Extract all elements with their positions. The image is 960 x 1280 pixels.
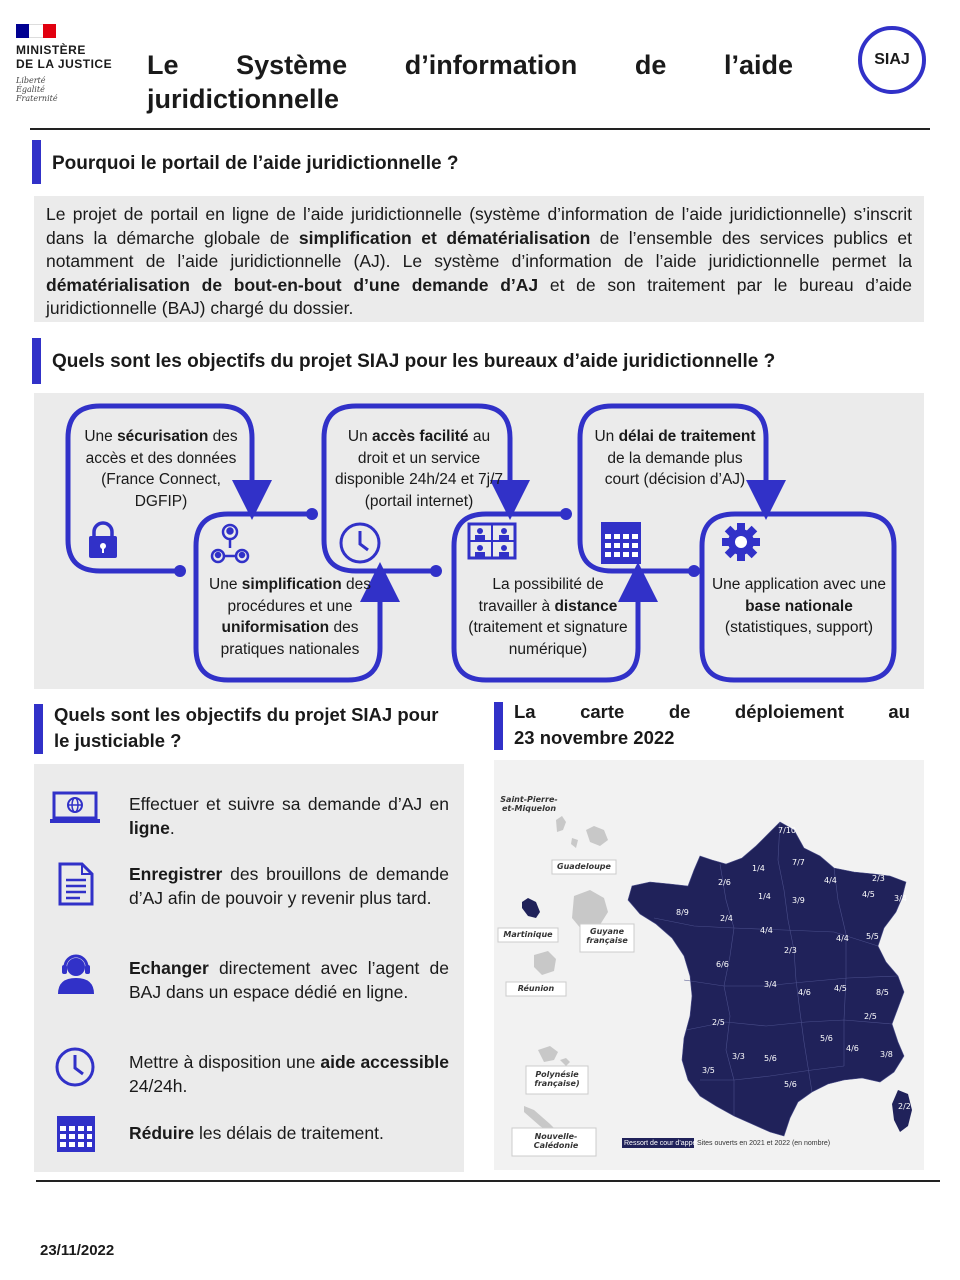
map-label-guadeloupe: Guadeloupe — [557, 862, 611, 871]
map-count: 2/6 — [718, 878, 731, 887]
map-count: 3/4 — [894, 894, 907, 903]
map-count: 7/7 — [792, 858, 805, 867]
map-count: 3/9 — [792, 896, 805, 905]
map-count: 1/4 — [758, 892, 771, 901]
section-marker — [34, 704, 43, 754]
users-network-icon — [212, 525, 248, 562]
map-count: 5/6 — [820, 1034, 833, 1043]
objective-remote-work: La possibilité de travailler à distance (traitement et signature numérique) — [468, 576, 628, 658]
map-legend-court: Ressort de cour d’appel — [624, 1140, 698, 1147]
map-count: 5/6 — [784, 1080, 797, 1089]
objective-security: Une sécurisation des accès et des données (France Connect, DGFIP) — [84, 428, 238, 510]
clock-icon — [341, 524, 379, 562]
clock-icon — [54, 1046, 96, 1088]
map-count: 4/4 — [836, 934, 849, 943]
map-count: 5/5 — [866, 932, 879, 941]
map-label-polynesie: Polynésie française) — [534, 1070, 580, 1088]
objective-simplification: Une simplification des procédures et une uniformisation des pratiques nationales — [209, 576, 371, 658]
support-agent-icon — [56, 954, 96, 996]
lock-icon — [89, 523, 117, 558]
page-title: Le Système d’information de l’aide — [147, 50, 793, 80]
footer-divider — [36, 1180, 940, 1182]
gear-icon — [722, 523, 760, 561]
map-label-guyane: Guyane française — [586, 927, 628, 945]
map-count: 6/6 — [716, 960, 729, 969]
map-count: 4/5 — [834, 984, 847, 993]
section-heading-map-date: 23 novembre 2022 — [514, 727, 675, 748]
map-count: 3/5 — [702, 1066, 715, 1075]
map-count: 5/6 — [764, 1054, 777, 1063]
map-count: 4/5 — [862, 890, 875, 899]
map-count: 3/3 — [732, 1052, 745, 1061]
map-label-nouvelle-caledonie: Nouvelle-Calédonie — [533, 1132, 579, 1150]
section-marker — [494, 702, 503, 750]
martinique-shape — [522, 898, 540, 918]
map-label-reunion: Réunion — [517, 984, 555, 993]
deployment-map — [494, 760, 924, 1170]
map-count: 2/3 — [872, 874, 885, 883]
map-count: 1/4 — [752, 864, 765, 873]
justiciable-item-accessible: Mettre à disposition une aide accessible 24/24h. — [129, 1052, 449, 1096]
map-count: 2/3 — [784, 946, 797, 955]
map-count: 4/4 — [760, 926, 773, 935]
justiciable-item-reduce: Réduire les délais de traitement. — [129, 1123, 384, 1143]
page-title-line2: juridictionnelle — [147, 84, 340, 114]
map-count: 8/5 — [876, 988, 889, 997]
map-count: 7/10 — [778, 826, 796, 835]
map-count: 3/4 — [764, 980, 777, 989]
objective-access: Un accès facilité au droit et un service disponible 24h/24 et 7j/7 (portail internet) — [334, 428, 504, 510]
logo-motto: Liberté Égalité Fraternité — [16, 76, 58, 103]
section-heading-map: La carte de déploiement au — [514, 701, 910, 722]
map-count: 3/8 — [880, 1050, 893, 1059]
corsica-shape — [892, 1090, 912, 1132]
video-conference-icon — [469, 524, 515, 558]
map-count: 4/6 — [798, 988, 811, 997]
ministry-logo-text: MINISTÈRE DE LA JUSTICE — [16, 43, 113, 71]
map-count: 2/5 — [864, 1012, 877, 1021]
map-count: 2/5 — [712, 1018, 725, 1027]
map-label-spm: Saint-Pierre-et-Miquelon — [500, 795, 558, 813]
map-count: 2/4 — [720, 914, 733, 923]
map-count: 4/4 — [824, 876, 837, 885]
map-label-martinique: Martinique — [503, 930, 553, 939]
calendar-icon — [57, 1116, 95, 1152]
objective-delay: Un délai de traitement de la demande plus court (décision d’AJ) — [594, 428, 756, 488]
calendar-icon — [601, 522, 641, 564]
section-heading-justiciable: Quels sont les objectifs du projet SIAJ pour le justiciable ? — [54, 704, 439, 751]
section-heading-baj-objectives: Quels sont les objectifs du projet SIAJ pour les bureaux d’aide juridictionnelle ? — [52, 351, 776, 372]
publication-date: 23/11/2022 — [40, 1242, 115, 1259]
section-heading-why: Pourquoi le portail de l’aide juridictionnelle ? — [52, 153, 459, 174]
intro-paragraph: Le projet de portail en ligne de l’aide juridictionnelle (système d’information de l’aide juridictionnelle) s’inscrit dans la démarche globale de simplification et dématérialisation de l’ensemble des services publics et notamment de l’aide juridictionnelle (AJ). Le système d’information de l’aide juridictionnelle permet la dématérialisation de bout-en-bout d’une demande d’AJ et de son traitement par le bureau d’aide juridictionnelle (BAJ) chargé du dossier. — [34, 196, 924, 322]
justiciable-item-drafts: Enregistrer des brouillons de demande d’AJ afin de pouvoir y revenir plus tard. — [129, 864, 449, 908]
map-legend-sites: Sites ouverts en 2021 et 2022 (en nombre) — [697, 1140, 831, 1147]
map-count: 2/2 — [898, 1102, 911, 1111]
objective-national-base: Une application avec une base nationale (statistiques, support) — [711, 576, 887, 636]
justiciable-item-exchange: Echanger directement avec l’agent de BAJ dans un espace dédié en ligne. — [129, 958, 449, 1002]
justiciable-item-online: Effectuer et suivre sa demande d’AJ en ligne. — [129, 794, 449, 838]
laptop-globe-icon — [50, 790, 100, 826]
france-mainland-shape — [628, 822, 906, 1136]
document-icon — [58, 862, 94, 906]
map-count: 4/6 — [846, 1044, 859, 1053]
siaj-badge: SIAJ — [858, 26, 926, 94]
map-count: 8/9 — [676, 908, 689, 917]
